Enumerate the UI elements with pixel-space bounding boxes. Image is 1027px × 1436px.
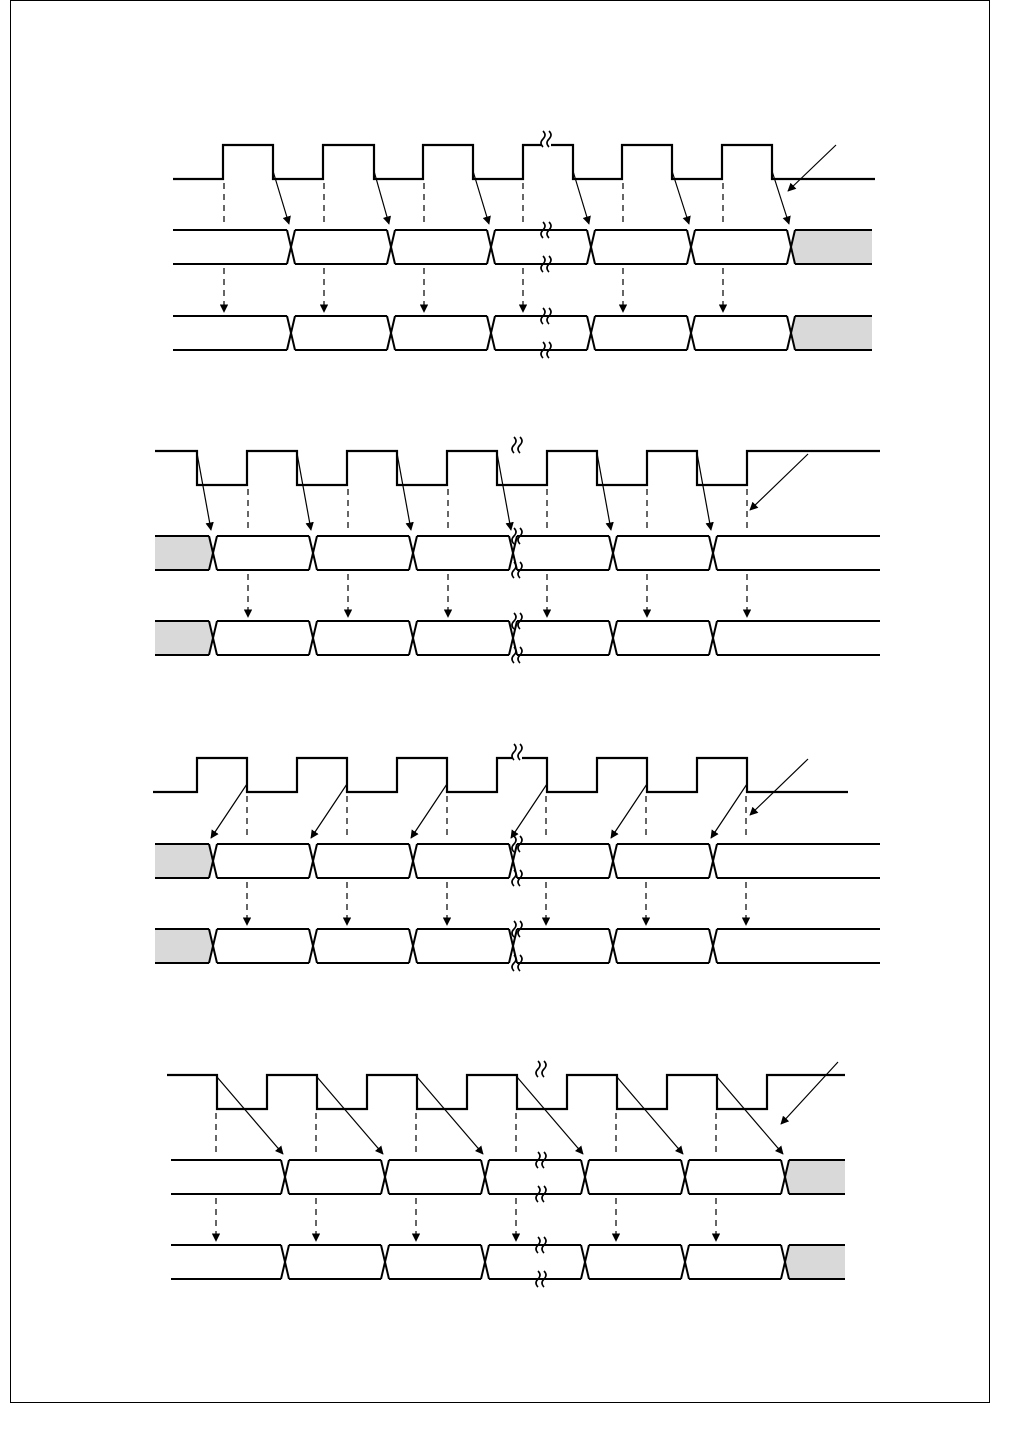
timing-panel-3: [153, 744, 880, 971]
timing-panel-2: [155, 437, 880, 663]
shaded-cell: [155, 536, 213, 570]
timing-panel-4: [167, 1061, 845, 1287]
clock-to-data-arrow: [211, 784, 247, 838]
clock-to-data-arrow: [411, 784, 447, 838]
clock-to-data-arrow: [197, 453, 211, 530]
break-mark: [512, 562, 516, 578]
clock-to-data-arrow: [611, 784, 647, 838]
timing-panel-1: [173, 131, 875, 358]
clock-to-data-arrow: [317, 1077, 383, 1154]
break-mark: [512, 955, 516, 971]
annotation-pointer-arrow: [788, 145, 836, 191]
shaded-cell: [791, 230, 872, 264]
clock-to-data-arrow: [397, 453, 411, 530]
clock-to-data-arrow: [717, 1077, 783, 1154]
shaded-cell: [785, 1245, 845, 1279]
clock-to-data-arrow: [497, 453, 511, 530]
clock-signal: [173, 145, 875, 179]
shaded-cell: [155, 621, 213, 655]
break-mark: [512, 870, 516, 886]
clock-signal: [153, 758, 848, 792]
break-mark: [512, 647, 516, 663]
shaded-cell: [791, 316, 872, 350]
shaded-cell: [155, 844, 213, 878]
clock-to-data-arrow: [417, 1077, 483, 1154]
clock-to-data-arrow: [511, 784, 547, 838]
clock-to-data-arrow: [297, 453, 311, 530]
clock-to-data-arrow: [597, 453, 611, 530]
clock-to-data-arrow: [697, 453, 711, 530]
shaded-cell: [785, 1160, 845, 1194]
clock-to-data-arrow: [517, 1077, 583, 1154]
annotation-pointer-arrow: [750, 454, 808, 510]
clock-to-data-arrow: [617, 1077, 683, 1154]
annotation-pointer-arrow: [750, 759, 808, 815]
clock-to-data-arrow: [711, 784, 747, 838]
clock-signal: [167, 1075, 845, 1109]
clock-to-data-arrow: [311, 784, 347, 838]
shaded-cell: [155, 929, 213, 963]
annotation-pointer-arrow: [781, 1062, 838, 1124]
clock-to-data-arrow: [217, 1077, 283, 1154]
